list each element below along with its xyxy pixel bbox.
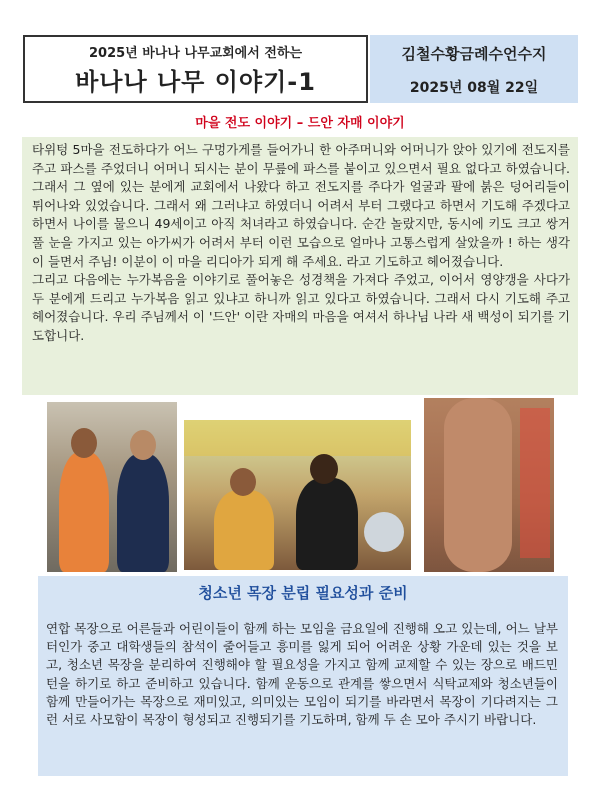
header-info-box: [370, 35, 578, 103]
shop-shelf: [184, 420, 411, 456]
photo-arm-closeup: [424, 398, 554, 572]
story-box: [22, 137, 578, 395]
church-name: 김철수황금례수언수지: [401, 45, 547, 63]
newsletter-title: 바나나 나무 이야기-1: [75, 68, 316, 96]
seated-woman-head: [230, 468, 256, 496]
photo-shop-conversation: [184, 420, 411, 570]
visitor-head: [310, 454, 338, 484]
youth-title: 청소년 목장 분립 필요성과 준비: [198, 584, 408, 602]
story-paragraph-1: 타위텅 5마을 전도하다가 어느 구멍가게를 들어가니 한 아주머니와 어머니가 앉아 있기에 전도지를 주고 파스를 주었더니 어머니 되시는 분이 무릎에 파스를 붙이고 있으면서 필요 없다고 하였습니다. 그래서 그 옆에 있는 분에게 교회에서 나왔다 하고 전도지를 주다가 얼굴과 팔에 붉은 덩어리들이 튀어나와 있었습니다. 그래서 왜 그러냐고 하였더니 어려서 부터 그랬다고 하면서 기도해 주겠다고 하면서 나이를 물으니 49세이고 아직 처녀라고 하였습니다. 순간 놀랐지만, 동시에 키도 크고 쌍거풀 눈을 가지고 있는 아가씨가 어려서 부터 이런 모습으로 얼마나 고통스럽게 살았을까 ! 하는 생각이 들면서 주님! 이분이 이 마을 리디아가 되게 해 주세요. 라고 기도하고 헤어졌습니다.: [32, 142, 570, 269]
woman-head: [71, 428, 97, 458]
youth-section: [38, 576, 568, 776]
background-red: [520, 408, 550, 558]
man-figure: [117, 454, 169, 572]
photo-two-people: [47, 402, 177, 572]
seated-woman-figure: [214, 490, 274, 570]
issue-date: 2025년 08월 22일: [409, 80, 539, 96]
story-paragraph-2: 그리고 다음에는 누가복음을 이야기로 풀어놓은 성경책을 가져다 주었고, 이어서 영양갱을 사다가 두 분에게 드리고 누가복음 읽고 있냐고 하니까 읽고 있다고 하였습니다. 그래서 다시 기도해 주고 헤어졌습니다. 우리 주님께서 이 '드안' 이란 자매의 마음을 여셔서 하나님 나라 새 백성이 되기를 기도합니다.: [32, 272, 570, 343]
electric-fan: [364, 512, 404, 552]
woman-figure: [59, 452, 109, 572]
header-subtitle: 2025년 바나나 나무교회에서 전하는: [88, 46, 302, 61]
visitor-figure: [296, 478, 358, 570]
story-title: 마을 전도 이야기 – 드안 자매 이야기: [195, 116, 405, 131]
man-head: [130, 430, 156, 460]
header-title-box: [23, 35, 368, 103]
arm-shape: [444, 398, 512, 572]
youth-body: 연합 목장으로 어른들과 어린이들이 함께 하는 모임을 금요일에 진행해 오고 있는데, 어느 날부터인가 중고 대학생들의 참석이 줄어들고 흥미를 잃게 되어 어려운 상황 가운데 있는 것을 보고, 청소년 목장을 분리하여 진행해야 할 필요성을 가지고 함께 교제할 수 있는 장으로 배드민턴을 하기로 하고 준비하고 있습니다. 함께 운동으로 관계를 쌓으면서 식탁교제와 청소년들이 함께 만들어가는 목장으로 재미있고, 의미있는 모임이 되기를 바라면서 목장이 기다려지는 그런 서로 사모함이 목장이 형성되고 진행되기를 기도하며, 함께 두 손 모아 주시기 바랍니다.: [46, 621, 558, 728]
